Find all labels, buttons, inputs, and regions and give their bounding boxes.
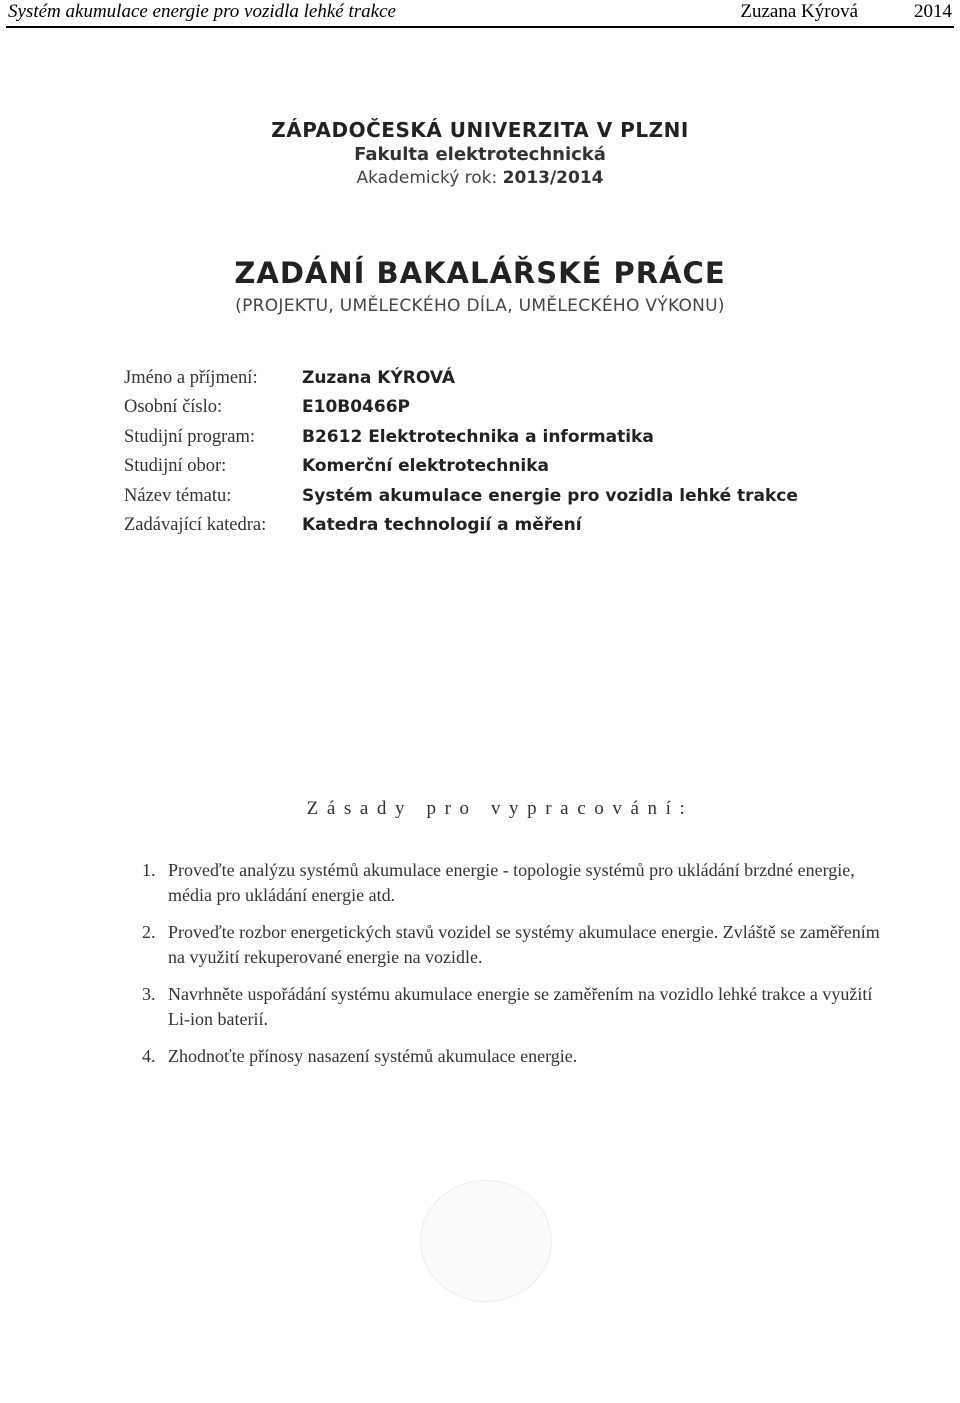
info-row-name [124,368,824,397]
info-value: Katedra technologií a měření [302,514,582,535]
principles-heading: Zásady pro vypracování: [306,798,694,819]
list-item [142,982,890,1032]
info-value: B2612 Elektrotechnika a informatika [302,426,654,447]
assignment-subtitle: (PROJEKTU, UMĚLECKÉHO DÍLA, UMĚLECKÉHO VÝKONU) [235,296,725,316]
scanned-assignment-page [0,30,960,1403]
faculty-name: Fakulta elektrotechnická [354,144,606,165]
faint-stamp-seal [420,1180,552,1302]
info-row-personal-number [124,397,824,426]
info-row-study-program [124,427,824,456]
student-info-table [124,368,824,544]
academic-year-label: Akademický rok: [356,168,498,188]
list-item-text: Proveďte analýzu systémů akumulace energie - topologie systémů pro ukládání brzdné energie, média pro ukládání energie atd. [168,860,855,905]
info-label: Jméno a příjmení: [124,368,258,388]
list-item [142,1044,890,1069]
principles-list [142,858,890,1081]
header-author: Zuzana Kýrová [740,1,858,22]
list-item-number: 3. [142,984,156,1004]
list-item-text: Navrhněte uspořádání systému akumulace energie se zaměřením na vozidlo lehké trakce a využití Li-ion baterií. [168,984,873,1029]
list-item-number: 2. [142,922,156,942]
list-item-text: Proveďte rozbor energetických stavů vozidel se systémy akumulace energie. Zvláště se zaměřením na využití rekuperované energie na vozidle. [168,922,880,967]
info-label: Osobní číslo: [124,397,223,418]
info-row-department [124,515,824,544]
list-item-text: Zhodnoťte přínosy nasazení systémů akumulace energie. [168,1046,578,1066]
list-item [142,920,890,970]
info-label: Zadávající katedra: [124,514,267,535]
info-value: Zuzana KÝROVÁ [302,368,456,388]
info-row-topic [124,486,824,515]
header-document-title: Systém akumulace energie pro vozidla lehké trakce [8,1,396,22]
academic-year-value: 2013/2014 [502,168,604,188]
info-value: Komerční elektrotechnika [302,456,550,477]
header-year: 2014 [914,1,952,22]
info-value: Systém akumulace energie pro vozidla lehké trakce [302,485,798,506]
info-label: Studijní obor: [124,456,227,477]
list-item-number: 1. [142,860,156,880]
info-row-study-field [124,456,824,485]
info-label: Název tématu: [124,485,232,506]
info-label: Studijní program: [124,426,256,447]
running-header [6,0,954,28]
academic-year [0,168,960,188]
info-value: E10B0466P [302,397,411,418]
list-item [142,858,890,908]
university-name: ZÁPADOČESKÁ UNIVERZITA V PLZNI [271,118,689,142]
list-item-number: 4. [142,1046,156,1066]
assignment-title: ZADÁNÍ BAKALÁŘSKÉ PRÁCE [234,256,726,290]
